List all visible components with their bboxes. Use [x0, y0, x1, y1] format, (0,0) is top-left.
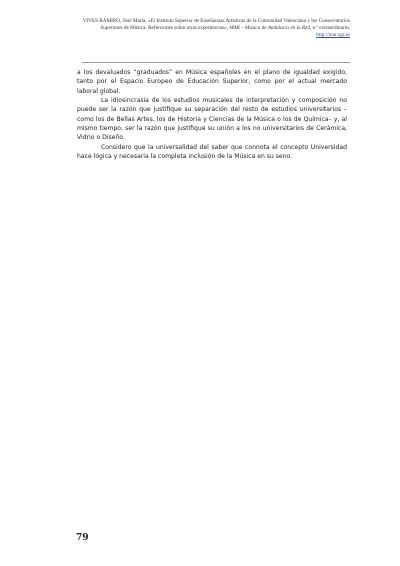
journal-title: MAR – Música de Andalucía en la Red: [229, 25, 310, 31]
paragraph-3: Considero que la universalidad del saber que connota el concepto Universidad hace lógica y necesaria la completa inclusión de la Música en su seno.: [77, 143, 347, 161]
citation-header: [82, 18, 350, 39]
journal-url-link[interactable]: http://mar.ugr.es: [316, 32, 350, 38]
page-number: 79: [76, 533, 89, 543]
citation-text: VIVES RAMIRO, José María, «El Instituto Superior de Enseñanzas Artísticas de la Comunidad Valenciana y los Conservatorios Superiores de Música: Reflexiones sobre otras experiencias»,: [82, 18, 350, 31]
header-divider: [82, 62, 350, 63]
paragraph-2: La idiosincrasia de los estudios musicales de interpretación y composición no puede ser la razón que justifique su separación del resto de estudios universitarios –como los de Bellas Artes, los de Historia y Ciencias de la Música o los de Química– y, al mismo tiempo, ser la razón que justifique su unión a los no universitarios de Cerámica, Vidrio o Diseño.: [77, 97, 347, 142]
issue-label: , n.º extraordinario,: [309, 25, 350, 31]
main-text: [77, 68, 347, 161]
paragraph-1: a los devaluados “graduados” en Música españoles en el plano de igualdad exigido, tanto por el Espacio Europeo de Educación Superior, como por el actual mercado laboral global.: [77, 69, 347, 95]
